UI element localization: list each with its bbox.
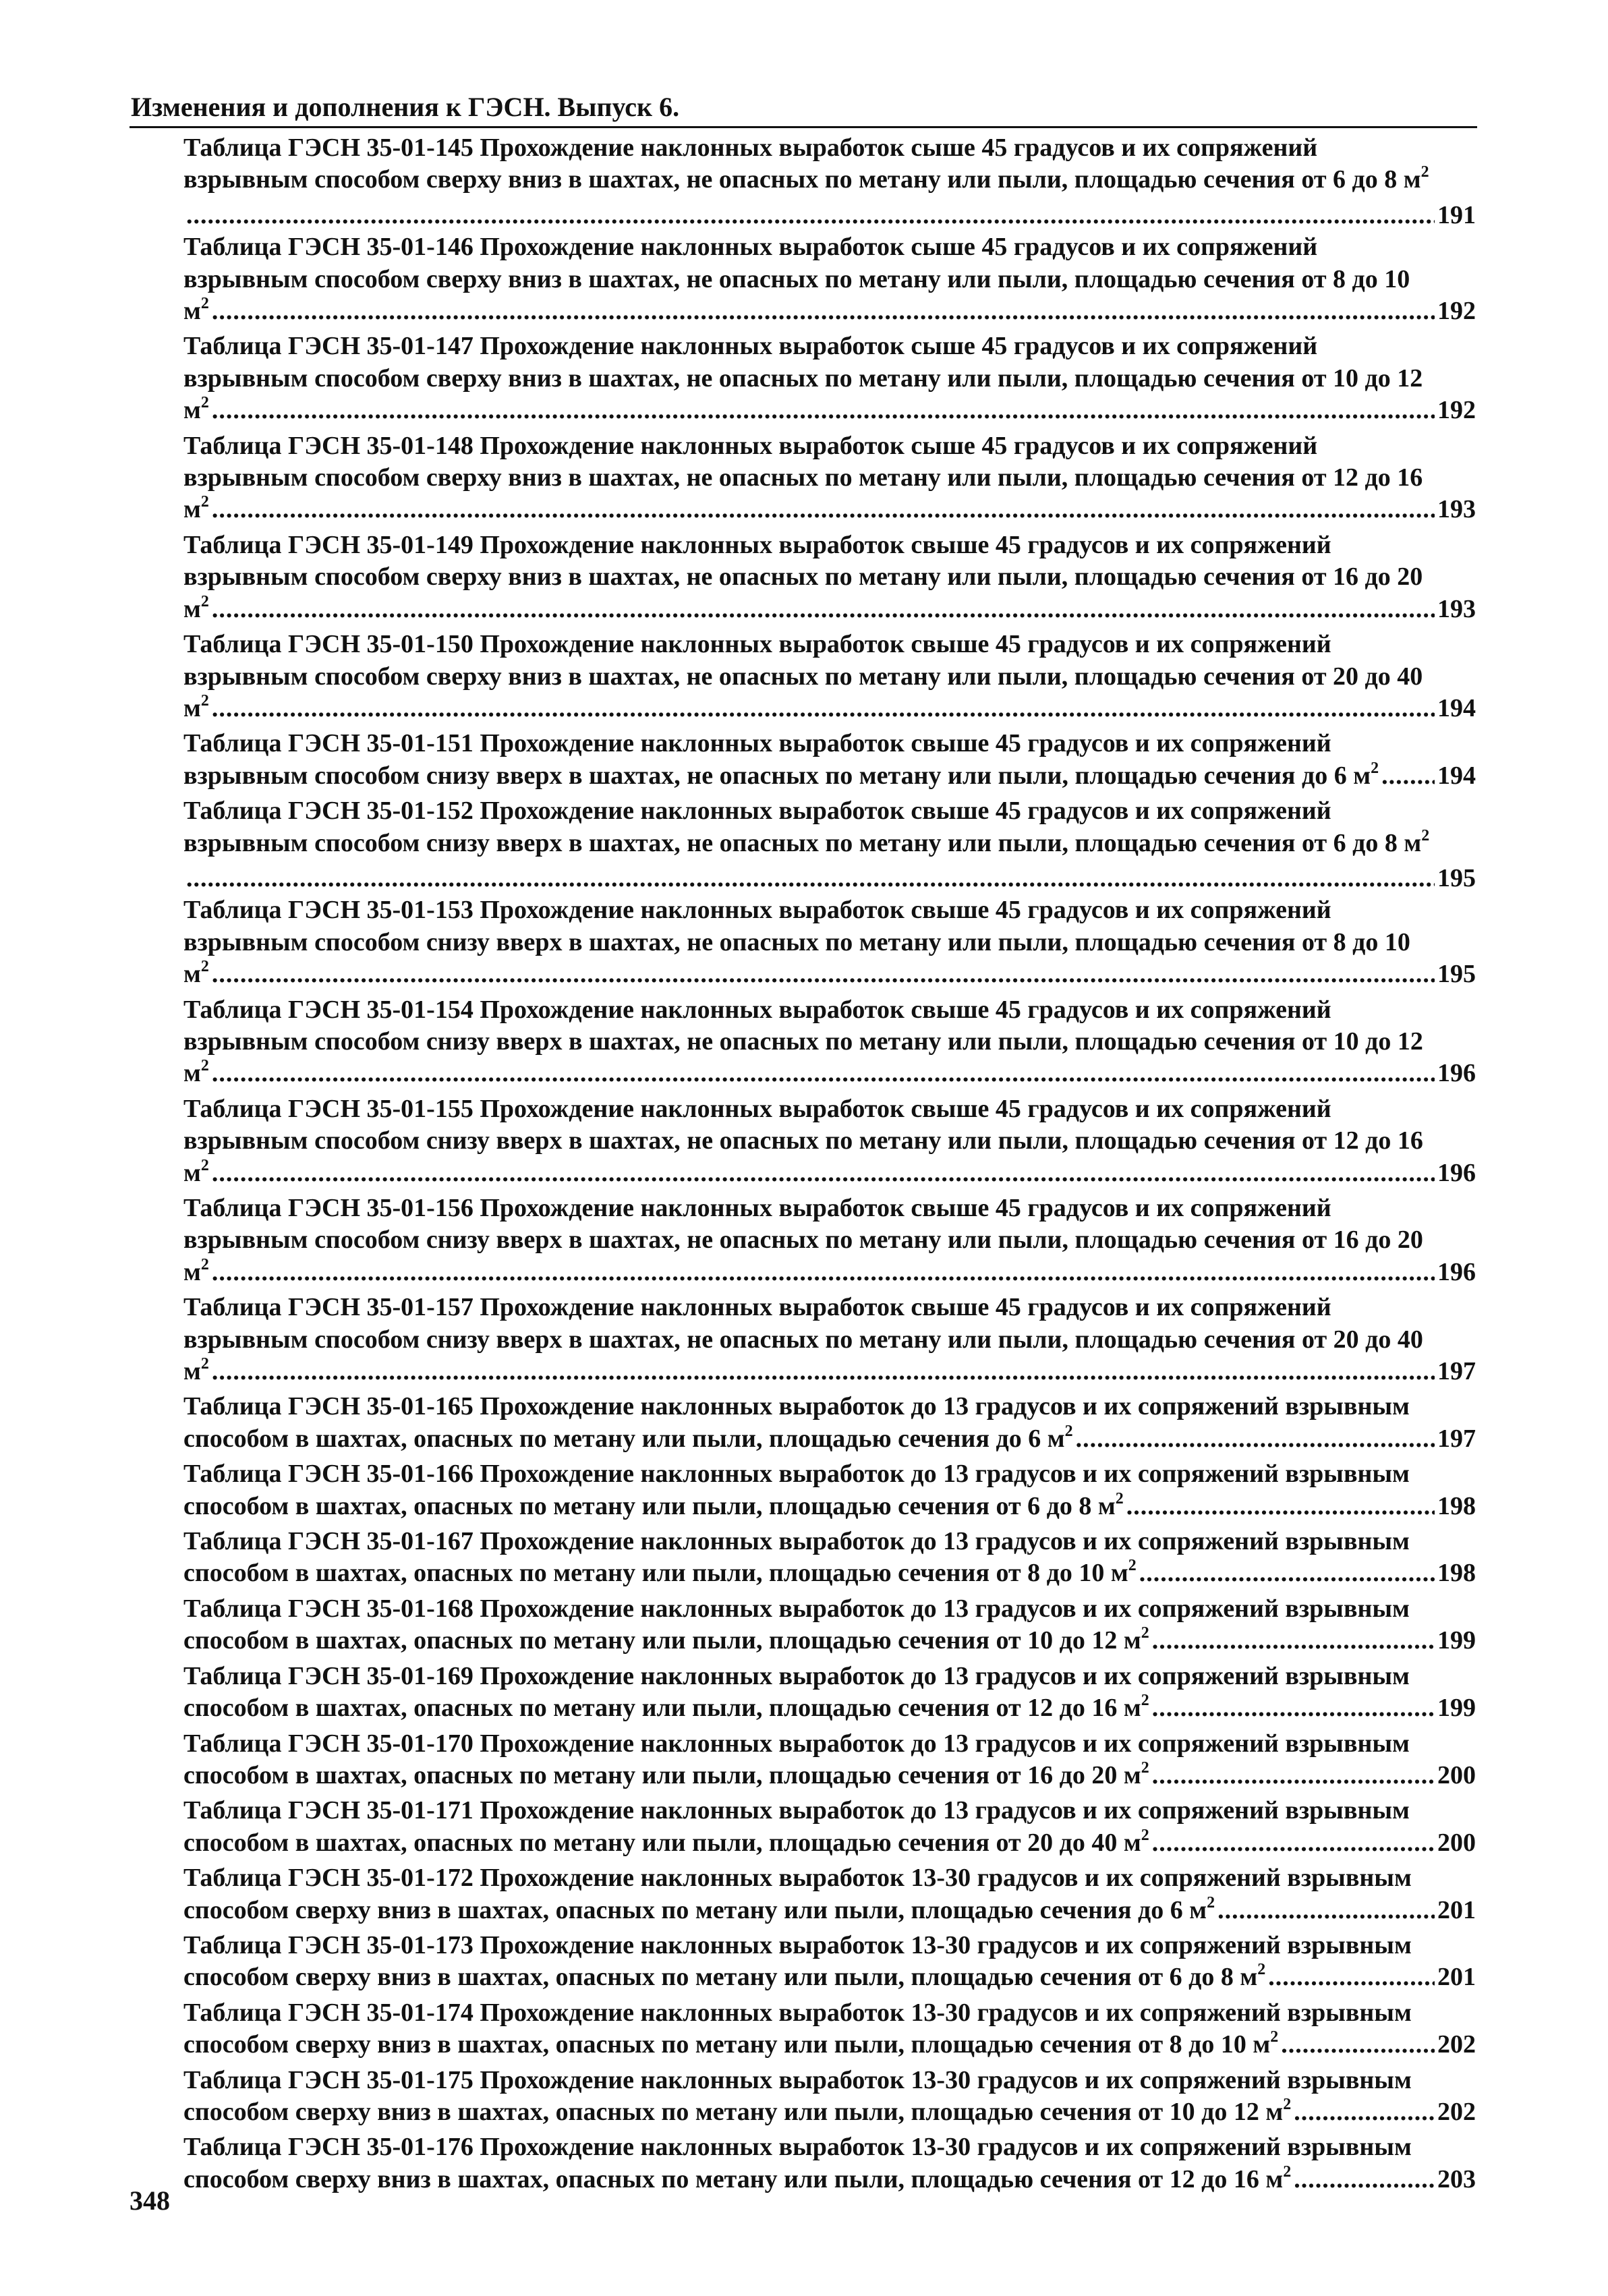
toc-entry-title: Таблица ГЭСН 35-01-148 Прохождение наклонных выработок сыше 45 градусов и их сопряжений (183, 431, 1318, 460)
toc-entry-title: Таблица ГЭСН 35-01-166 Прохождение наклонных выработок до 13 градусов и их сопряжений взрывным (183, 1460, 1410, 1489)
toc-entry-title: Таблица ГЭСН 35-01-172 Прохождение наклонных выработок 13-30 градусов и их сопряжений взрывным (183, 1864, 1412, 1893)
dot-leader (1152, 1760, 1435, 1791)
dot-leader (212, 1356, 1435, 1387)
toc-entry-tail: взрывным способом снизу вверх в шахтах, не опасных по метану или пыли, площадью сечения до 6 $м^2$ (183, 759, 1379, 790)
toc-entry-title: Таблица ГЭСН 35-01-176 Прохождение наклонных выработок 13-30 градусов и их сопряжений взрывным (183, 2133, 1412, 2162)
toc-entry-leader-line (183, 1692, 1476, 1727)
toc-entry-tail: способом в шахтах, опасных по метану или пыли, площадью сечения от 6 до 8 $м^2$ (183, 1489, 1124, 1520)
toc-entry-tail: $м^2$ (183, 1355, 209, 1386)
toc-entry-leader-line (183, 494, 1476, 529)
toc-entry-text: взрывным способом снизу вверх в шахтах, не опасных по метану или пыли, площадью сечения от 6 до 8 $м^2$ (183, 827, 1430, 857)
dot-leader (212, 395, 1435, 426)
running-header: Изменения и дополнения к ГЭСН. Выпуск 6. (131, 92, 680, 122)
toc-entry-title: Таблица ГЭСН 35-01-156 Прохождение наклонных выработок свыше 45 градусов и их сопряжений (183, 1194, 1331, 1222)
dot-leader (212, 494, 1435, 525)
toc-entry[interactable] (183, 1930, 1476, 1997)
toc-entry-text: взрывным способом снизу вверх в шахтах, не опасных по метану или пыли, площадью сечения от 10 до 12 (183, 1027, 1423, 1056)
dot-leader (1217, 1895, 1435, 1926)
dot-leader (1139, 1557, 1435, 1589)
toc-page-number: 193 (1437, 495, 1476, 524)
toc-entry-leader-line (183, 2096, 1476, 2131)
toc-entry-text: взрывным способом снизу вверх в шахтах, не опасных по метану или пыли, площадью сечения от 16 до 20 (183, 1226, 1423, 1255)
toc-entry-leader-line (183, 1961, 1476, 1997)
header-rule (130, 126, 1477, 128)
dot-leader (212, 693, 1435, 724)
toc-entry-text: взрывным способом сверху вниз в шахтах, не опасных по метану или пыли, площадью сечения от 12 до 16 (183, 463, 1423, 492)
toc-entry[interactable] (183, 1593, 1476, 1661)
toc-entry-text: взрывным способом снизу вверх в шахтах, не опасных по метану или пыли, площадью сечения от 12 до 16 (183, 1126, 1423, 1155)
toc-entry[interactable] (183, 1728, 1476, 1796)
dot-leader (212, 1157, 1435, 1189)
dot-leader (1076, 1423, 1435, 1455)
toc-entry-leader-line (183, 1625, 1476, 1660)
toc-entry-tail: $м^2$ (183, 958, 209, 989)
toc-page-number: 198 (1437, 1491, 1476, 1520)
toc-entry[interactable] (183, 1862, 1476, 1930)
toc-entry-tail: $м^2$ (183, 1156, 209, 1187)
toc-entry[interactable] (183, 331, 1476, 430)
toc-entry-title: Таблица ГЭСН 35-01-170 Прохождение наклонных выработок до 13 градусов и их сопряжений взрывным (183, 1729, 1410, 1758)
dot-leader (1152, 1625, 1435, 1657)
toc-entry-leader-line (183, 2029, 1476, 2064)
toc-entry-leader-line (183, 1491, 1476, 1526)
toc-page-number: 196 (1437, 1059, 1476, 1088)
toc-entry-title: Таблица ГЭСН 35-01-174 Прохождение наклонных выработок 13-30 градусов и их сопряжений взрывным (183, 1998, 1412, 2027)
toc-page-number: 196 (1437, 1158, 1476, 1187)
toc-entry-title: Таблица ГЭСН 35-01-167 Прохождение наклонных выработок до 13 градусов и их сопряжений взрывным (183, 1527, 1410, 1556)
toc-entry-text: взрывным способом сверху вниз в шахтах, не опасных по метану или пыли, площадью сечения от 16 до 20 (183, 563, 1423, 592)
dot-leader (1268, 1961, 1435, 1993)
toc-entry-leader-line (183, 594, 1476, 629)
toc-entry-tail: $м^2$ (183, 394, 209, 425)
toc-page-number: 195 (1437, 863, 1476, 892)
toc-entry-tail: $м^2$ (183, 1255, 209, 1286)
toc-entry-leader-line (183, 1423, 1476, 1458)
toc-entry[interactable] (183, 231, 1476, 331)
toc-entry-tail: $м^2$ (183, 295, 209, 326)
toc-entry-leader-line (183, 863, 1476, 894)
toc-entry-title: Таблица ГЭСН 35-01-146 Прохождение наклонных выработок сыше 45 градусов и их сопряжений (183, 233, 1318, 262)
toc-entry-title: Таблица ГЭСН 35-01-151 Прохождение наклонных выработок свыше 45 градусов и их сопряжений (183, 729, 1331, 758)
toc-entry-text: взрывным способом сверху вниз в шахтах, не опасных по метану или пыли, площадью сечения от 10 до 12 (183, 364, 1423, 393)
toc-entry-title: Таблица ГЭСН 35-01-155 Прохождение наклонных выработок свыше 45 градусов и их сопряжений (183, 1094, 1331, 1123)
toc-entry-leader-line (183, 1760, 1476, 1795)
dot-leader (186, 863, 1435, 894)
toc-page-number: 198 (1437, 1559, 1476, 1588)
dot-leader (212, 1257, 1435, 1288)
toc-entry[interactable] (183, 430, 1476, 529)
toc-entry[interactable] (183, 1661, 1476, 1728)
toc-entry[interactable] (183, 132, 1476, 231)
dot-leader (212, 594, 1435, 625)
toc-page-number: 191 (1437, 200, 1476, 229)
toc-entry-tail: способом в шахтах, опасных по метану или пыли, площадью сечения от 20 до 40 $м^2$ (183, 1826, 1149, 1857)
toc-entry-leader-line (183, 200, 1476, 231)
toc-entry[interactable] (183, 728, 1476, 795)
toc-entry[interactable] (183, 529, 1476, 629)
toc-entry-tail: способом в шахтах, опасных по метану или пыли, площадью сечения от 8 до 10 $м^2$ (183, 1557, 1137, 1588)
toc-entry-tail: способом сверху вниз в шахтах, опасных по метану или пыли, площадью сечения до 6 $м^2$ (183, 1893, 1215, 1924)
toc-entry-title: Таблица ГЭСН 35-01-165 Прохождение наклонных выработок до 13 градусов и их сопряжений взрывным (183, 1392, 1410, 1421)
toc-entry-leader-line (183, 2164, 1476, 2199)
toc-entry-tail: $м^2$ (183, 1057, 209, 1088)
toc-page-number: 193 (1437, 594, 1476, 623)
toc-entry-title: Таблица ГЭСН 35-01-157 Прохождение наклонных выработок свыше 45 градусов и их сопряжений (183, 1293, 1331, 1322)
toc-entry[interactable] (183, 1526, 1476, 1593)
toc-entry-leader-line (183, 1895, 1476, 1930)
toc-entry[interactable] (183, 629, 1476, 728)
toc-entry-leader-line (183, 395, 1476, 430)
toc-page-number: 201 (1437, 1895, 1476, 1924)
toc-entry-tail: способом сверху вниз в шахтах, опасных по метану или пыли, площадью сечения от 12 до 16 $м^2$ (183, 2162, 1292, 2193)
toc-page-number: 199 (1437, 1694, 1476, 1723)
toc-entry-title: Таблица ГЭСН 35-01-145 Прохождение наклонных выработок сыше 45 градусов и их сопряжений (183, 134, 1318, 162)
toc-page-number: 203 (1437, 2164, 1476, 2193)
toc-entry-title: Таблица ГЭСН 35-01-171 Прохождение наклонных выработок до 13 градусов и их сопряжений взрывным (183, 1796, 1410, 1825)
toc-entry-title: Таблица ГЭСН 35-01-173 Прохождение наклонных выработок 13-30 градусов и их сопряжений взрывным (183, 1930, 1412, 1959)
toc-entry-leader-line (183, 295, 1476, 331)
toc-entry-title: Таблица ГЭСН 35-01-153 Прохождение наклонных выработок свыше 45 градусов и их сопряжений (183, 896, 1331, 925)
toc-page-number: 196 (1437, 1257, 1476, 1286)
toc-entry-tail: способом в шахтах, опасных по метану или пыли, площадью сечения до 6 $м^2$ (183, 1422, 1073, 1453)
toc-entry-leader-line (183, 1058, 1476, 1093)
toc-page-number: 192 (1437, 396, 1476, 425)
toc-entry-tail: способом сверху вниз в шахтах, опасных по метану или пыли, площадью сечения от 8 до 10 $м^2$ (183, 2028, 1279, 2059)
toc-entry-title: Таблица ГЭСН 35-01-169 Прохождение наклонных выработок до 13 градусов и их сопряжений взрывным (183, 1661, 1410, 1690)
toc-page-number: 201 (1437, 1963, 1476, 1992)
toc-entry-text: взрывным способом сверху вниз в шахтах, не опасных по метану или пыли, площадью сечения от 6 до 8 $м^2$ (183, 164, 1429, 194)
toc-entry-title: Таблица ГЭСН 35-01-147 Прохождение наклонных выработок сыше 45 градусов и их сопряжений (183, 332, 1318, 361)
toc-entry-text: взрывным способом снизу вверх в шахтах, не опасных по метану или пыли, площадью сечения от 8 до 10 (183, 927, 1410, 956)
table-of-contents (183, 132, 1476, 2199)
page-number: 348 (130, 2185, 170, 2216)
toc-entry[interactable] (183, 1997, 1476, 2065)
toc-entry-tail: способом в шахтах, опасных по метану или пыли, площадью сечения от 16 до 20 $м^2$ (183, 1758, 1149, 1789)
dot-leader (1294, 2164, 1435, 2195)
dot-leader (1152, 1827, 1435, 1859)
toc-entry-leader-line (183, 958, 1476, 994)
toc-entry[interactable] (183, 994, 1476, 1093)
toc-entry[interactable] (183, 1795, 1476, 1862)
toc-entry-tail: способом в шахтах, опасных по метану или пыли, площадью сечения от 12 до 16 $м^2$ (183, 1692, 1149, 1723)
toc-entry-title: Таблица ГЭСН 35-01-175 Прохождение наклонных выработок 13-30 градусов и их сопряжений взрывным (183, 2065, 1412, 2094)
toc-entry-tail: $м^2$ (183, 691, 209, 722)
toc-entry-title: Таблица ГЭСН 35-01-149 Прохождение наклонных выработок свыше 45 градусов и их сопряжений (183, 530, 1331, 559)
toc-entry-leader-line (183, 760, 1476, 795)
toc-entry-leader-line (183, 693, 1476, 728)
toc-entry-title: Таблица ГЭСН 35-01-168 Прохождение наклонных выработок до 13 градусов и их сопряжений взрывным (183, 1594, 1410, 1623)
dot-leader (212, 295, 1435, 327)
dot-leader (1381, 760, 1435, 792)
toc-entry-title: Таблица ГЭСН 35-01-150 Прохождение наклонных выработок свыше 45 градусов и их сопряжений (183, 630, 1331, 659)
toc-page-number: 200 (1437, 1760, 1476, 1789)
toc-entry[interactable] (183, 1292, 1476, 1391)
toc-entry-leader-line (183, 1827, 1476, 1862)
toc-entry-tail: $м^2$ (183, 493, 209, 524)
toc-entry-tail: способом сверху вниз в шахтах, опасных по метану или пыли, площадью сечения от 6 до 8 $м^2$ (183, 1961, 1266, 1992)
toc-page-number: 200 (1437, 1828, 1476, 1857)
toc-entry[interactable] (183, 2065, 1476, 2132)
toc-entry[interactable] (183, 894, 1476, 994)
toc-entry-title: Таблица ГЭСН 35-01-154 Прохождение наклонных выработок свыше 45 градусов и их сопряжений (183, 995, 1331, 1024)
toc-entry-leader-line (183, 1257, 1476, 1292)
toc-entry-tail: способом в шахтах, опасных по метану или пыли, площадью сечения от 10 до 12 $м^2$ (183, 1624, 1149, 1655)
toc-page-number: 197 (1437, 1424, 1476, 1453)
toc-entry[interactable] (183, 2131, 1476, 2199)
dot-leader (1126, 1491, 1435, 1522)
toc-entry-text: взрывным способом сверху вниз в шахтах, не опасных по метану или пыли, площадью сечения от 8 до 10 (183, 264, 1410, 293)
dot-leader (1281, 2029, 1435, 2061)
toc-page-number: 202 (1437, 2030, 1476, 2059)
dot-leader (212, 958, 1435, 990)
toc-entry-leader-line (183, 1157, 1476, 1193)
toc-page-number: 197 (1437, 1357, 1476, 1386)
toc-page-number: 195 (1437, 960, 1476, 989)
toc-entry-tail: способом сверху вниз в шахтах, опасных по метану или пыли, площадью сечения от 10 до 12 $м^2$ (183, 2095, 1292, 2126)
toc-entry-text: взрывным способом сверху вниз в шахтах, не опасных по метану или пыли, площадью сечения от 20 до 40 (183, 662, 1423, 691)
toc-page-number: 202 (1437, 2097, 1476, 2126)
toc-entry-leader-line (183, 1557, 1476, 1592)
toc-entry[interactable] (183, 795, 1476, 894)
toc-entry-title: Таблица ГЭСН 35-01-152 Прохождение наклонных выработок свыше 45 градусов и их сопряжений (183, 797, 1331, 826)
dot-leader (212, 1058, 1435, 1089)
toc-entry[interactable] (183, 1193, 1476, 1292)
dot-leader (1294, 2096, 1435, 2128)
toc-page-number: 194 (1437, 761, 1476, 790)
toc-page-number: 192 (1437, 297, 1476, 326)
toc-entry[interactable] (183, 1458, 1476, 1526)
toc-entry[interactable] (183, 1093, 1476, 1193)
toc-page-number: 194 (1437, 693, 1476, 722)
toc-entry-tail: $м^2$ (183, 592, 209, 623)
toc-entry-leader-line (183, 1356, 1476, 1391)
dot-leader (1152, 1692, 1435, 1724)
toc-entry[interactable] (183, 1391, 1476, 1458)
toc-page-number: 199 (1437, 1626, 1476, 1655)
toc-entry-text: взрывным способом снизу вверх в шахтах, не опасных по метану или пыли, площадью сечения от 20 до 40 (183, 1325, 1423, 1354)
dot-leader (186, 200, 1435, 231)
